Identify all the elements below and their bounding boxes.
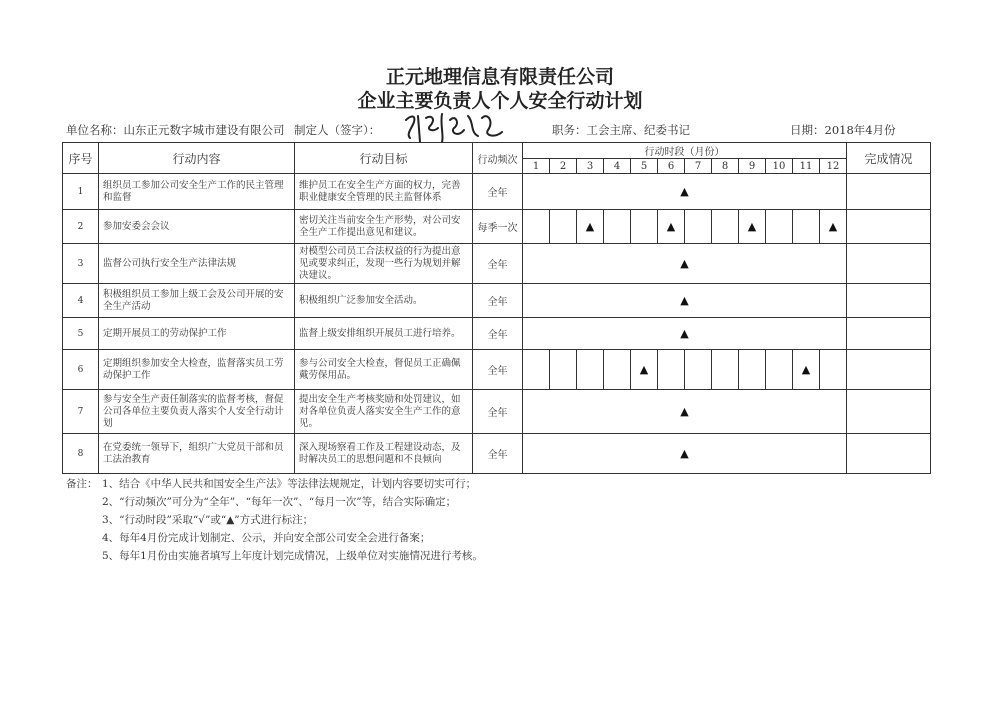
month-cell — [658, 350, 685, 390]
triangle-mark-icon: ▲ — [801, 363, 811, 376]
action-frequency: 全年 — [473, 284, 523, 318]
month-cell — [793, 350, 820, 390]
action-frequency: 全年 — [473, 390, 523, 434]
period-span-cell — [523, 244, 847, 284]
month-cell — [739, 210, 766, 244]
note-item: 4、每年4月份完成计划制定、公示，并向安全部公司安全会进行备案； — [102, 532, 431, 544]
unit-name: 单位名称：山东正元数字城市建设有限公司 — [66, 123, 285, 137]
month-cell — [523, 350, 550, 390]
action-goal: 维护员工在安全生产方面的权力，完善职业健康安全管理的民主监督体系 — [295, 174, 473, 210]
action-content: 在党委统一领导下，组织广大党员干部和员工法治教育 — [99, 434, 295, 474]
period-span-cell — [523, 318, 847, 350]
triangle-mark-icon: ▲ — [639, 363, 649, 376]
note-item: 1、结合《中华人民共和国安全生产法》等法律法规规定，计划内容要切实可行； — [102, 478, 477, 490]
month-cell — [820, 210, 847, 244]
action-content: 积极组织员工参加上级工会及公司开展的安全生产活动 — [99, 284, 295, 318]
action-goal: 参与公司安全大检查，督促员工正确佩戴劳保用品。 — [295, 350, 473, 390]
month-cell — [550, 350, 577, 390]
planner-label: 制定人（签字）： — [294, 123, 381, 137]
month-cell — [685, 350, 712, 390]
action-content: 组织员工参加公司安全生产工作的民主管理和监督 — [99, 174, 295, 210]
action-frequency: 全年 — [473, 350, 523, 390]
triangle-mark-icon: ▲ — [680, 257, 689, 270]
month-cell — [604, 350, 631, 390]
period-span-cell — [523, 434, 847, 474]
table-row — [63, 244, 931, 284]
action-frequency: 全年 — [473, 244, 523, 284]
month-header: 2 — [550, 159, 577, 174]
note-item: 2、“行动频次”可分为“全年”、“每年一次”、“每月一次”等，结合实际确定； — [102, 496, 457, 508]
action-content: 参加安委会会议 — [99, 210, 295, 244]
month-cell — [577, 210, 604, 244]
row-number: 5 — [63, 318, 99, 350]
month-cell — [739, 350, 766, 390]
company-name: 正元地理信息有限责任公司 — [385, 66, 614, 88]
month-cell — [712, 210, 739, 244]
completion-status-cell — [847, 244, 931, 284]
action-content: 定期组织参加安全大检查，监督落实员工劳动保护工作 — [99, 350, 295, 390]
row-number: 7 — [63, 390, 99, 434]
action-content: 监督公司执行安全生产法律法规 — [99, 244, 295, 284]
month-cell — [631, 350, 658, 390]
action-goal: 积极组织广泛参加安全活动。 — [295, 284, 473, 318]
triangle-mark-icon: ▲ — [680, 405, 689, 418]
header-goal: 行动目标 — [295, 143, 473, 174]
period-span-cell — [523, 284, 847, 318]
month-header: 4 — [604, 159, 631, 174]
month-cell — [658, 210, 685, 244]
completion-status-cell — [847, 350, 931, 390]
month-header: 6 — [658, 159, 685, 174]
month-cell — [712, 350, 739, 390]
row-number: 1 — [63, 174, 99, 210]
note-item: 5、每年1月份由实施者填写上年度计划完成情况，上级单位对实施情况进行考核。 — [102, 550, 483, 562]
triangle-mark-icon: ▲ — [680, 327, 689, 340]
month-header: 1 — [523, 159, 550, 174]
month-header: 3 — [577, 159, 604, 174]
notes-label: 备注： — [66, 478, 98, 490]
period-span-cell — [523, 174, 847, 210]
month-header: 11 — [793, 159, 820, 174]
month-header: 9 — [739, 159, 766, 174]
row-number: 3 — [63, 244, 99, 284]
triangle-mark-icon: ▲ — [828, 220, 838, 233]
table-row — [63, 210, 931, 244]
header-period: 行动时段（月份） — [523, 143, 847, 159]
month-cell — [766, 350, 793, 390]
triangle-mark-icon: ▲ — [585, 220, 595, 233]
completion-status-cell — [847, 390, 931, 434]
table-row — [63, 434, 931, 474]
table-row — [63, 284, 931, 318]
table-row — [63, 390, 931, 434]
month-cell — [550, 210, 577, 244]
triangle-mark-icon: ▲ — [666, 220, 676, 233]
header-no: 序号 — [63, 143, 99, 174]
header-status: 完成情况 — [847, 143, 931, 174]
period-span-cell — [523, 390, 847, 434]
action-goal: 监督上级安排组织开展员工进行培养。 — [295, 318, 473, 350]
header-content: 行动内容 — [99, 143, 295, 174]
completion-status-cell — [847, 174, 931, 210]
action-goal: 密切关注当前安全生产形势，对公司安全生产工作提出意见和建议。 — [295, 210, 473, 244]
month-cell — [604, 210, 631, 244]
month-cell — [523, 210, 550, 244]
action-frequency: 全年 — [473, 434, 523, 474]
month-header: 8 — [712, 159, 739, 174]
triangle-mark-icon: ▲ — [680, 185, 689, 198]
row-number: 6 — [63, 350, 99, 390]
completion-status-cell — [847, 210, 931, 244]
action-content: 定期开展员工的劳动保护工作 — [99, 318, 295, 350]
action-goal: 提出安全生产考核奖励和处罚建议，如对各单位负责人落实安全生产工作的意见。 — [295, 390, 473, 434]
triangle-mark-icon: ▲ — [747, 220, 757, 233]
position-label: 职务：工会主席、纪委书记 — [552, 123, 690, 137]
completion-status-cell — [847, 284, 931, 318]
header-frequency: 行动频次 — [473, 143, 523, 174]
row-number: 8 — [63, 434, 99, 474]
table-row — [63, 318, 931, 350]
month-cell — [766, 210, 793, 244]
action-frequency: 全年 — [473, 174, 523, 210]
completion-status-cell — [847, 434, 931, 474]
action-frequency: 全年 — [473, 318, 523, 350]
document-title: 企业主要负责人个人安全行动计划 — [357, 90, 643, 112]
row-number: 2 — [63, 210, 99, 244]
action-frequency: 每季一次 — [473, 210, 523, 244]
action-goal: 对模型公司员工合法权益的行为提出意见或要求纠正，发现一些行为规划并解决建议。 — [295, 244, 473, 284]
note-item: 3、“行动时段”采取“√”或“▲”方式进行标注； — [102, 514, 314, 526]
month-cell — [820, 350, 847, 390]
table-row — [63, 350, 931, 390]
month-header: 12 — [820, 159, 847, 174]
date-label: 日期：2018年4月份 — [790, 123, 896, 137]
completion-status-cell — [847, 318, 931, 350]
month-cell — [685, 210, 712, 244]
table-row — [63, 174, 931, 210]
month-cell — [793, 210, 820, 244]
action-plan-table — [62, 142, 931, 474]
month-header: 10 — [766, 159, 793, 174]
triangle-mark-icon: ▲ — [680, 447, 689, 460]
month-cell — [631, 210, 658, 244]
month-cell — [577, 350, 604, 390]
action-goal: 深入现场察看工作及工程建设动态，及时解决员工的思想问题和不良倾向 — [295, 434, 473, 474]
triangle-mark-icon: ▲ — [680, 294, 689, 307]
row-number: 4 — [63, 284, 99, 318]
month-header: 7 — [685, 159, 712, 174]
action-content: 参与安全生产责任制落实的监督考核，督促公司各单位主要负责人落实个人安全行动计划 — [99, 390, 295, 434]
month-header: 5 — [631, 159, 658, 174]
